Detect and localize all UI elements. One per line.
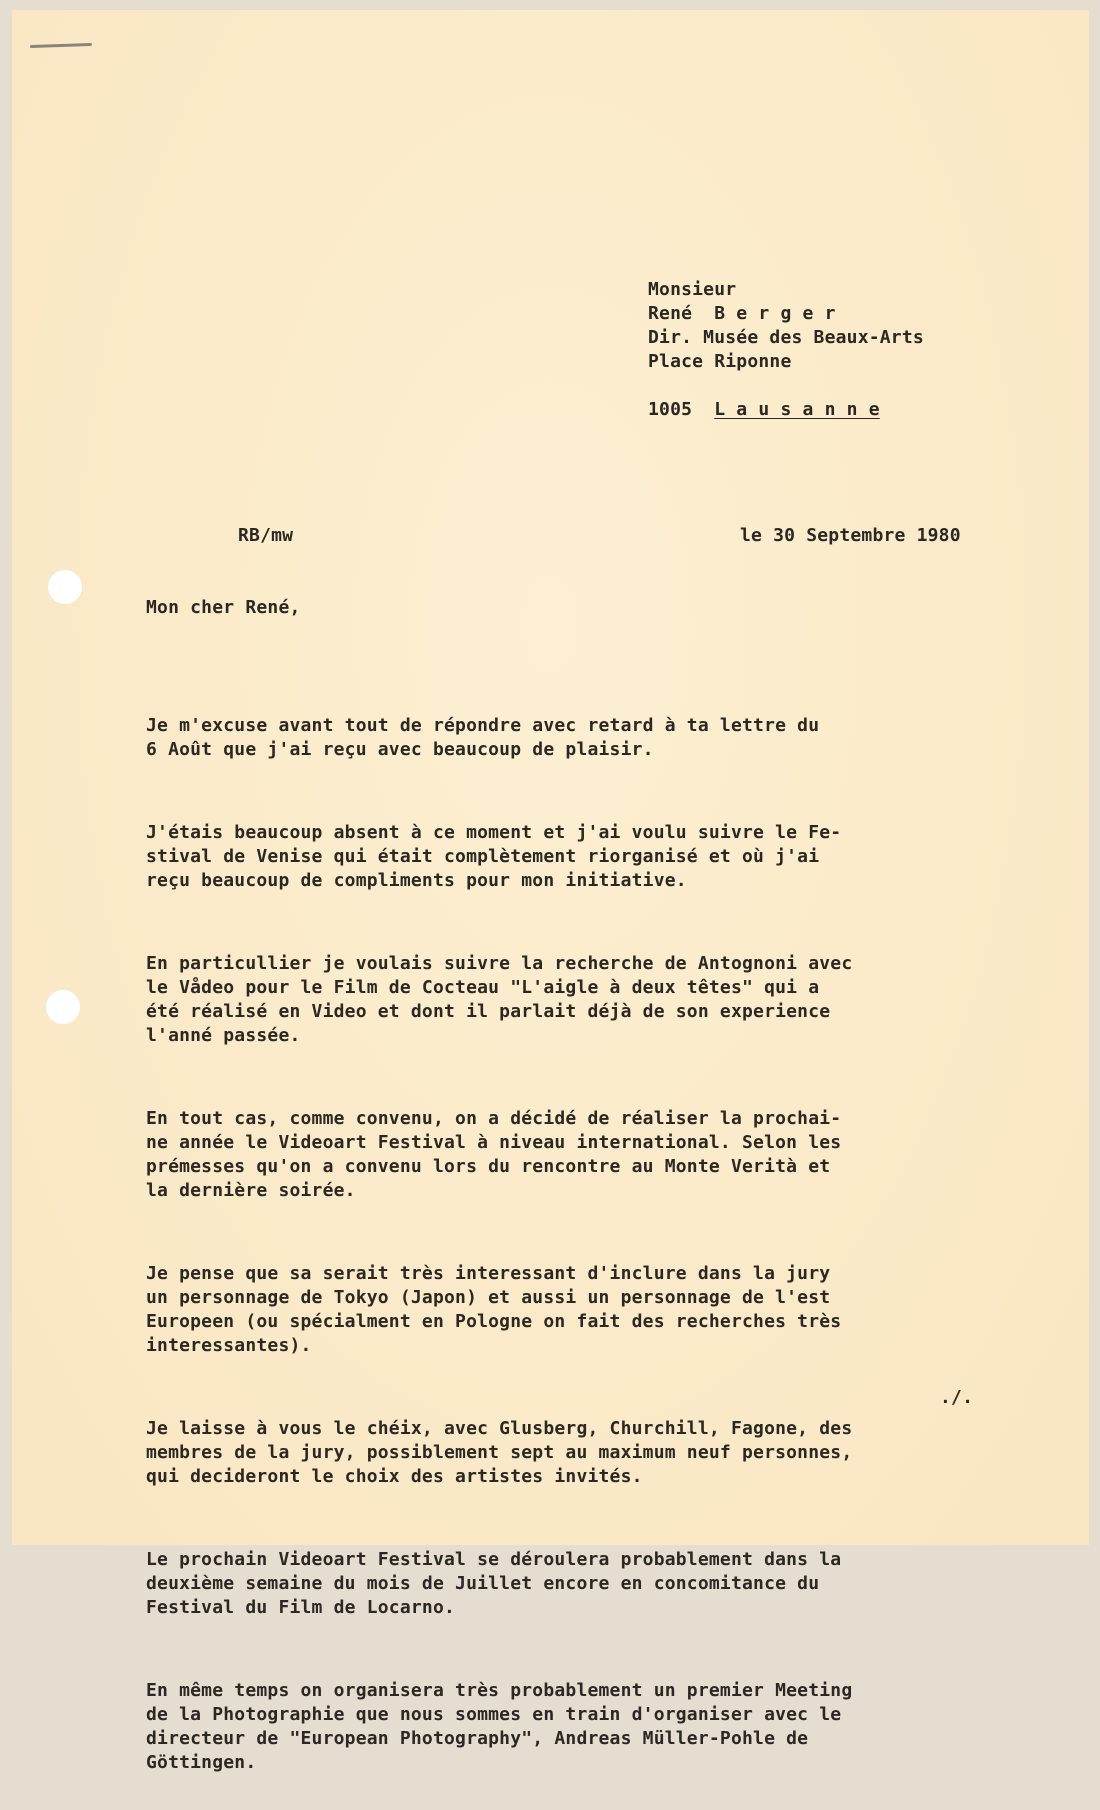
continuation-mark: ./. <box>940 1387 974 1408</box>
punch-hole <box>48 570 82 604</box>
reference-initials: RB/mw <box>238 525 294 546</box>
body-paragraph: Le prochain Videoart Festival se déroulera probablement dans la deuxième semaine du mois de Juillet encore en concomitance du Festival du Film de Locarno. <box>146 1549 842 1618</box>
punch-hole <box>46 990 80 1024</box>
body-paragraph: En même temps on organisera très probablement un premier Meeting de la Photographie que nous sommes en train d'organiser avec le directeur de "European Photography", Andreas Müller-Pohle de Göttingen. <box>146 1680 853 1773</box>
recipient-position: Dir. Musée des Beaux-Arts <box>648 327 924 348</box>
recipient-title: Monsieur <box>648 279 737 300</box>
body-paragraph: Je laisse à vous le chéix, avec Glusberg, Churchill, Fagone, des membres de la jury, possiblement sept au maximum neuf personnes, qui decideront le choix des artistes invités. <box>146 1418 853 1487</box>
letter-body <box>146 666 852 1810</box>
recipient-address <box>648 278 924 422</box>
salutation: Mon cher René, <box>146 597 301 618</box>
body-paragraph: Je m'excuse avant tout de répondre avec retard à ta lettre du 6 Août que j'ai reçu avec beaucoup de plaisir. <box>146 715 820 760</box>
body-paragraph: Je pense que sa serait très interessant d'inclure dans la jury un personnage de Tokyo (Japon) et aussi un personnage de l'est Europeen (ou spécialment en Pologne on fait des recherches très interessantes). <box>146 1263 842 1356</box>
letter-date: le 30 Septembre 1980 <box>740 525 961 546</box>
recipient-city-line <box>648 398 924 422</box>
recipient-name: René B e r g e r <box>648 303 836 324</box>
pencil-mark <box>30 43 92 48</box>
recipient-postcode: 1005 <box>648 399 693 420</box>
body-paragraph: En tout cas, comme convenu, on a décidé de réaliser la prochai- ne année le Videoart Festival à niveau international. Selon les prémesses qu'on a convenu lors du rencontre au Monte Verità et la dernière soirée. <box>146 1108 842 1201</box>
recipient-city: L a u s a n n e <box>714 399 880 420</box>
body-paragraph: En particullier je voulais suivre la recherche de Antognoni avec le Vådeo pour le Film de Cocteau "L'aigle à deux têtes" qui a été réalisé en Video et dont il parlait déjà de son experience l'anné passée. <box>146 953 853 1046</box>
body-paragraph: J'étais beaucoup absent à ce moment et j'ai voulu suivre le Fe- stival de Venise qui était complètement riorganisé et où j'ai reçu beaucoup de compliments pour mon initiative. <box>146 822 842 891</box>
recipient-street: Place Riponne <box>648 351 792 372</box>
